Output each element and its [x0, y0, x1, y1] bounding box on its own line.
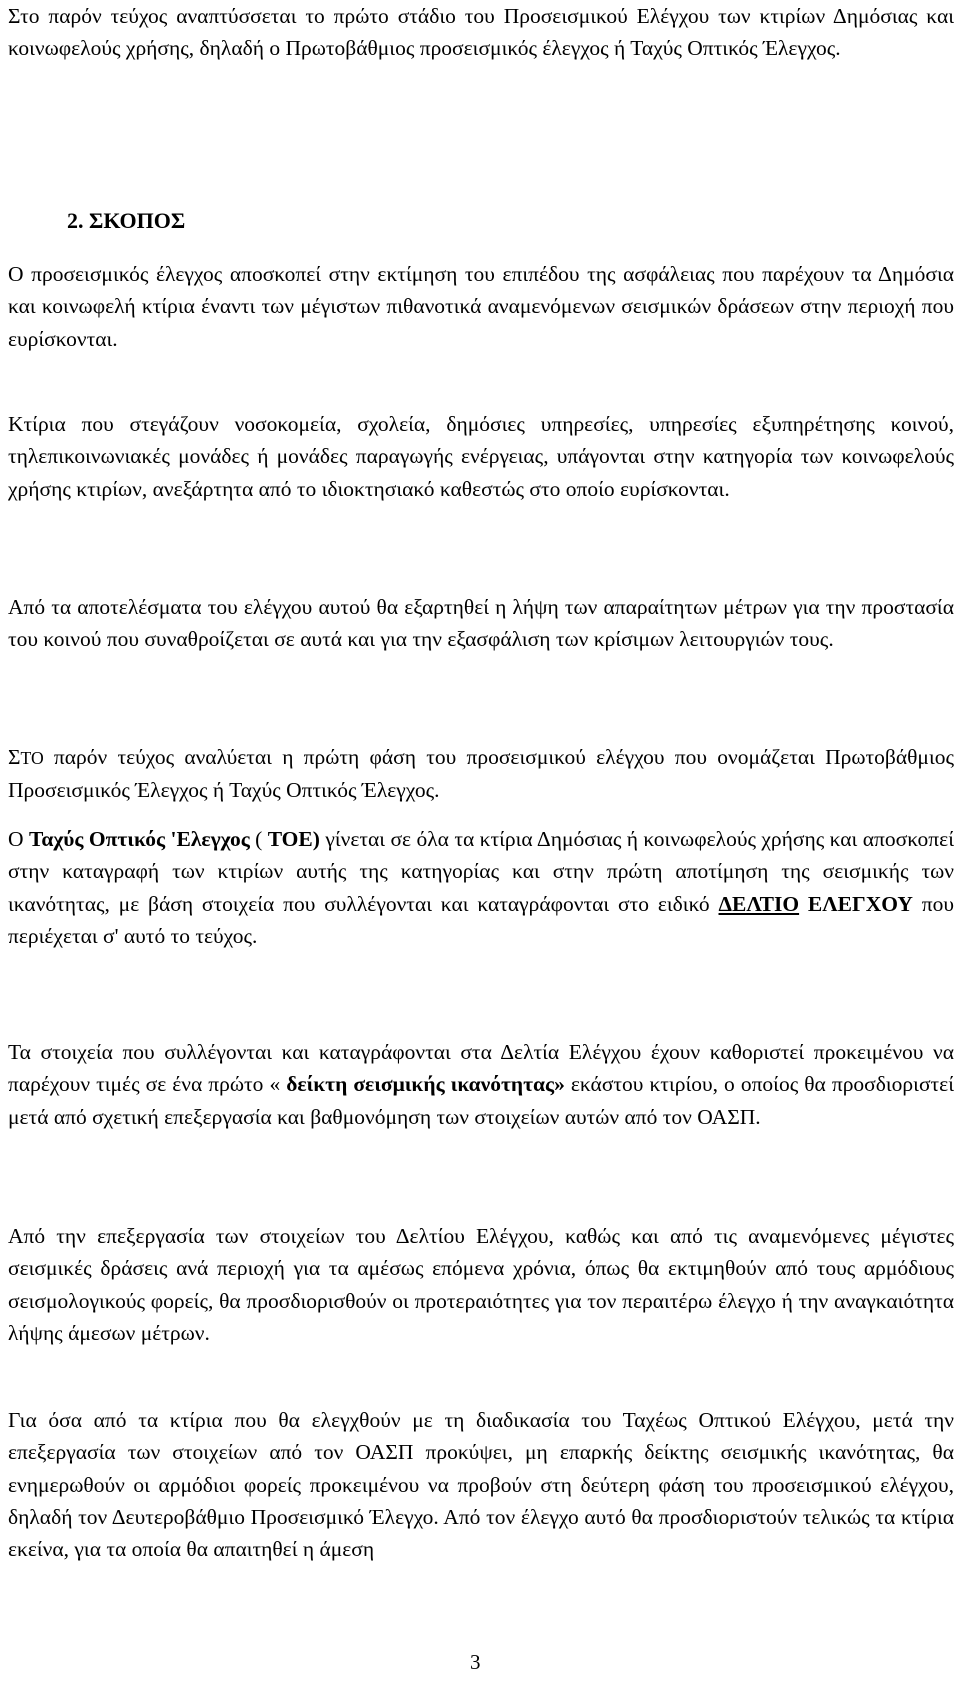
toe-elegxou-bold: ΕΛΕΓΧΟΥ [807, 891, 913, 916]
section-heading: 2. ΣΚΟΠΟΣ [67, 208, 186, 233]
phase-text: παρόν τεύχος αναλύεται η πρώτη φάση του προσεισμικού ελέγχου που ονομάζεται Πρωτοβάθμιος Προσεισμικός Έλεγχος ή Ταχύς Οπτικός Έλεγχος. [8, 745, 954, 803]
data-text-end: εκάστου κτιρίου, ο οποίος θα προσδιοριστεί μετά από σχετική επεξεργασία και βαθμονόμηση των στοιχείων αυτών από τον ΟΑΣΠ. [8, 1072, 954, 1129]
page-number: 3 [470, 1650, 481, 1674]
data-text-start: Τα στοιχεία που συλλέγονται και καταγράφονται στα Δελτία Ελέγχου έχουν καθοριστεί προκειμένου να παρέχουν τιμές σε ένα πρώτο « [8, 1040, 954, 1097]
toe-text-end: που περιέχεται σ' αυτό το τεύχος. [8, 891, 954, 948]
toe-abbreviation-bold: ΤΟΕ) [267, 827, 320, 851]
buildings-paragraph: Κτίρια που στεγάζουν νοσοκομεία, σχολεία, δημόσιες υπηρεσίες, υπηρεσίες εξυπηρέτησης κοινού, τηλεπικοινωνιακές μονάδες ή μονάδες παραγωγής ενέργειας, υπάγονται στην κατηγορία των κοινωφελούς χρήσης κτιρίων, ανεξάρτητα από το ιδιοκτησιακό καθεστώς στο οποίο ευρίσκονται. [8, 412, 954, 501]
final-paragraph: Για όσα από τα κτίρια που θα ελεγχθούν με τη διαδικασία του Ταχέως Οπτικού Ελέγχου, μετά την επεξεργασία των στοιχείων από τον ΟΑΣΠ προκύψει, μη επαρκής δείκτης σεισμικής ικανότητας, θα ενημερωθούν οι αρμόδιοι φορείς προκειμένου να προβούν στη δεύτερη φάση του προσεισμικού ελέγχου, δηλαδή τον Δευτεροβάθμιο Προσεισμικό Έλεγχο. Από τον έλεγχο αυτό θα προσδιοριστούν τελικώς τα κτίρια εκείνα, για τα οποία θα απαιτηθεί η άμεση [8, 1408, 954, 1562]
toe-term-bold: Ταχύς Οπτικός 'Ελεγχος [28, 827, 250, 851]
document-page [8, 0, 954, 1687]
intro-paragraph: Στο παρόν τεύχος αναπτύσσεται το πρώτο στάδιο του Προσεισμικού Ελέγχου των κτιρίων Δημόσιας και κοινωφελούς χρήσης, δηλαδή ο Πρωτοβάθμιος προσεισμικός έλεγχος ή Ταχύς Οπτικός Έλεγχος. [8, 4, 954, 61]
toe-text-paren: ( [249, 827, 268, 851]
scope-paragraph: Ο προσεισμικός έλεγχος αποσκοπεί στην εκτίμηση του επιπέδου της ασφάλειας που παρέχουν τα Δημόσια και κοινωφελή κτίρια έναντι των μέγιστων πιθανοτικά αναμενόμενων σεισμικών δράσεων στην περιοχή που ευρίσκονται. [8, 262, 954, 351]
toe-paragraph [8, 823, 954, 952]
toe-text-start: Ο [8, 827, 29, 851]
toe-text-space [799, 892, 808, 916]
results-paragraph: Από τα αποτελέσματα του ελέγχου αυτού θα εξαρτηθεί η λήψη των απαραίτητων μέτρων για την προστασία του κοινού που συναθροίζεται σε αυτά και για την εξασφάλιση των κρίσιμων λειτουργιών τους. [8, 595, 954, 652]
phase-small-caps: ΤΟ [20, 748, 44, 768]
phase-paragraph [8, 741, 954, 807]
data-paragraph [8, 1036, 954, 1133]
phase-initial-letter: Σ [8, 745, 21, 769]
seismic-index-term-bold: δείκτη σεισμικής ικανότητας» [280, 1072, 565, 1097]
toe-text-body: γίνεται σε όλα τα κτίρια Δημόσιας ή κοινωφελούς χρήσης και αποσκοπεί στην καταγραφή των κτιρίων αυτής της κατηγορίας και στην πρώτη αποτίμηση της σεισμικής των ικανότητας, με βάση στοιχεία που συλλέγονται και καταγράφονται στο ειδικό [8, 827, 954, 916]
processing-paragraph: Από την επεξεργασία των στοιχείων του Δελτίου Ελέγχου, καθώς και από τις αναμενόμενες μέγιστες σεισμικές δράσεις ανά περιοχή για τα αμέσως επόμενα χρόνια, όπως θα εκτιμηθούν από τους αρμόδιους σεισμολογικούς φορείς, θα προσδιορισθούν οι προτεραιότητες για τον περαιτέρω έλεγχο ή την αναγκαιότητα λήψης άμεσων μέτρων. [8, 1224, 954, 1345]
toe-deltio-bold: ΔΕΛΤΙΟ [718, 891, 800, 916]
